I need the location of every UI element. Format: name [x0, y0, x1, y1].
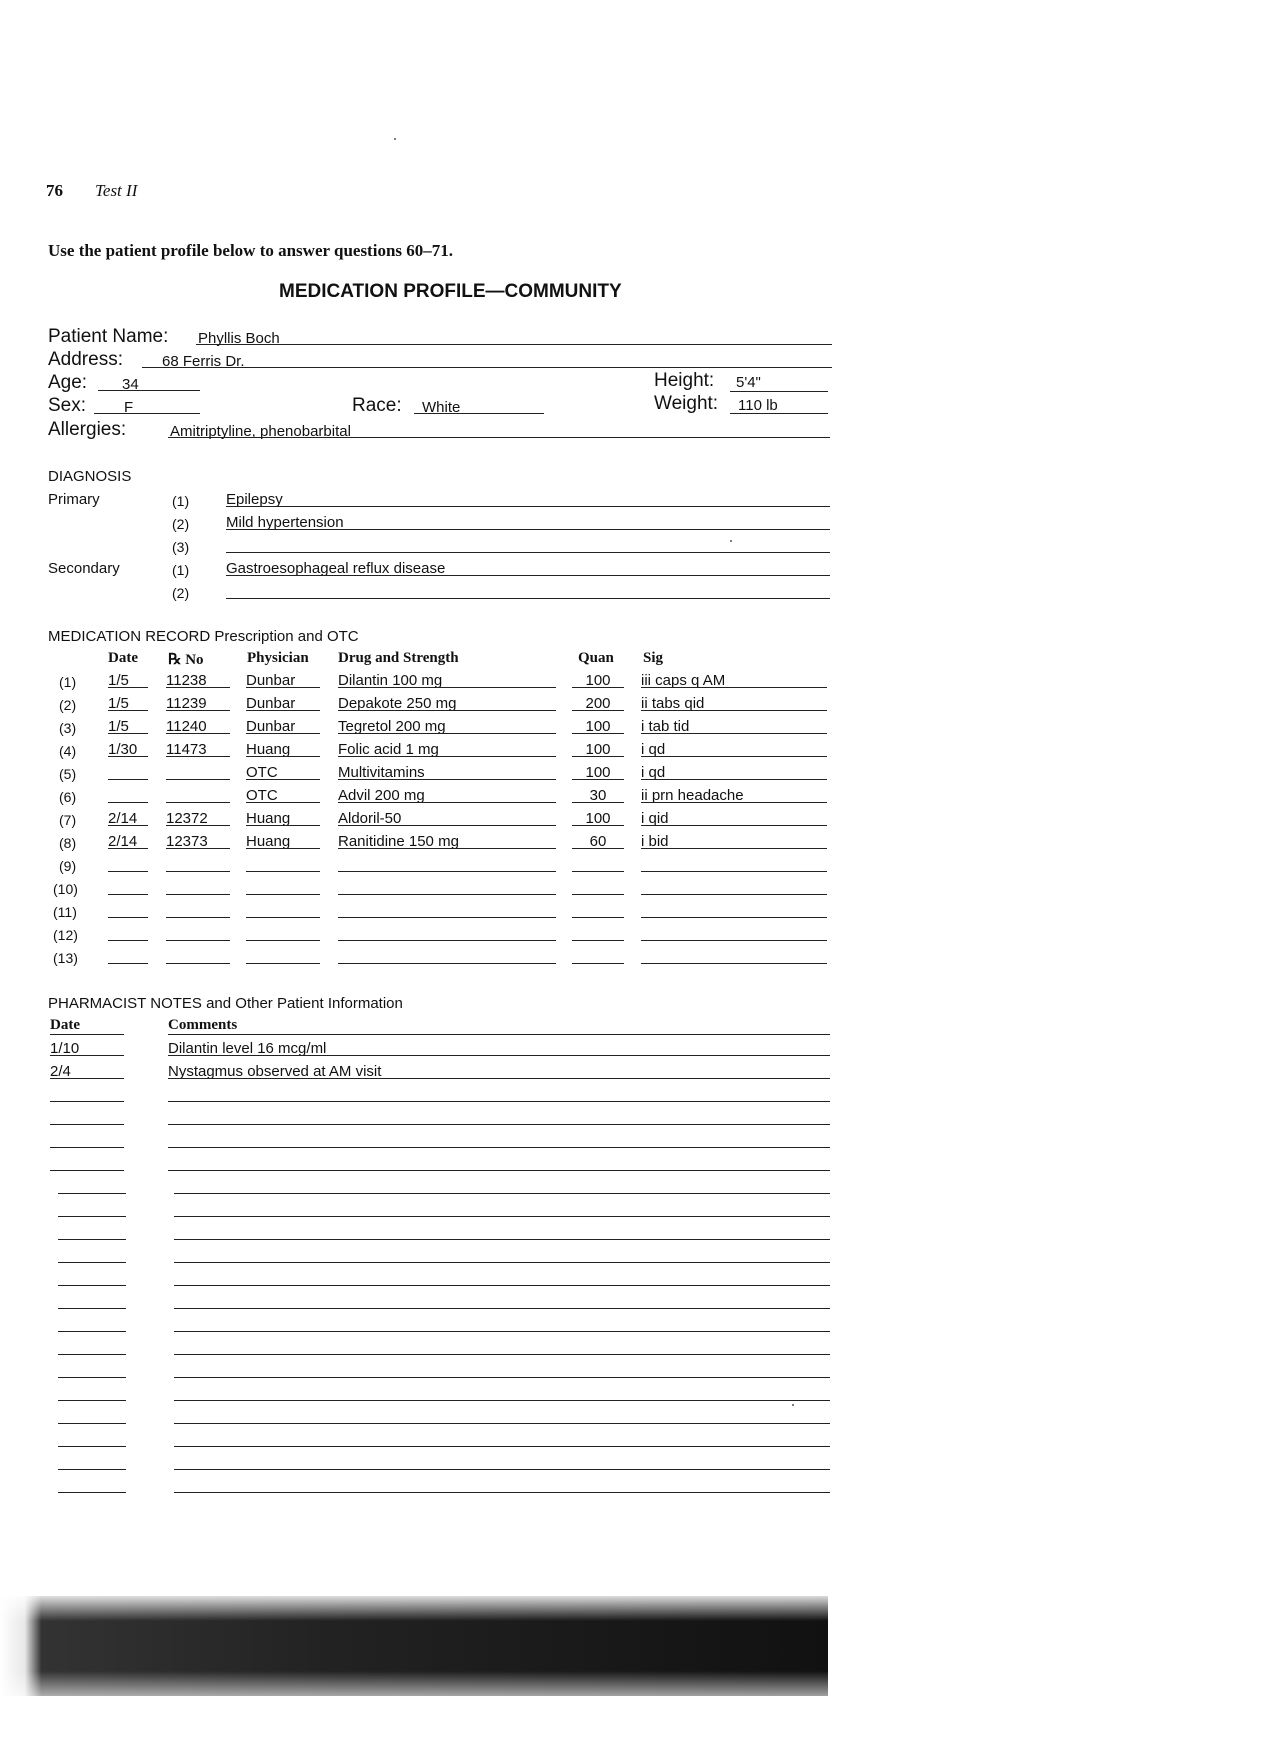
- row-number: (5): [59, 766, 77, 782]
- diagnosis-line: [226, 552, 830, 553]
- row-number: (9): [59, 858, 77, 874]
- row-line: [166, 848, 230, 849]
- row-line: [641, 825, 827, 826]
- diagnosis-number: (1): [172, 493, 190, 509]
- section-title: Test II: [95, 181, 138, 200]
- diagnosis-number: (1): [172, 562, 190, 578]
- note-date-line: [58, 1446, 126, 1447]
- address-line: [142, 367, 832, 368]
- row-line: [108, 779, 148, 780]
- row-line: [166, 940, 230, 941]
- secondary-label: Secondary: [48, 560, 120, 577]
- row-line: [641, 802, 827, 803]
- row-line: [246, 779, 320, 780]
- note-comment-line: [168, 1055, 830, 1056]
- note-date-line: [58, 1469, 126, 1470]
- scan-speck: [792, 1404, 794, 1406]
- cell-rx-no: 11238: [166, 672, 207, 689]
- form-title: MEDICATION PROFILE—COMMUNITY: [279, 281, 622, 302]
- height-line: [730, 391, 828, 392]
- row-line: [572, 917, 624, 918]
- cell-quan: 200: [585, 695, 611, 712]
- weight-value: 110 lb: [738, 397, 778, 414]
- race-value: White: [422, 399, 461, 416]
- row-line: [108, 802, 148, 803]
- cell-rx-no: 11239: [166, 695, 207, 712]
- row-line: [641, 756, 827, 757]
- note-date-line: [58, 1216, 126, 1217]
- instruction-text: Use the patient profile below to answer questions 60–71.: [48, 241, 454, 260]
- note-comment-line: [174, 1239, 830, 1240]
- note-comment-line: [174, 1193, 830, 1194]
- notes-date-header: Date: [50, 1017, 80, 1033]
- cell-sig: i tab tid: [641, 718, 690, 735]
- row-number: (12): [53, 927, 78, 943]
- row-line: [108, 917, 148, 918]
- note-date-line: [58, 1308, 126, 1309]
- row-line: [338, 710, 556, 711]
- note-date-line: [58, 1423, 126, 1424]
- page-number: 76: [46, 181, 63, 200]
- row-line: [246, 894, 320, 895]
- cell-rx-no: 11473: [166, 741, 207, 758]
- height-label: Height:: [654, 370, 715, 391]
- row-line: [108, 871, 148, 872]
- diagnosis-number: (2): [172, 585, 190, 601]
- height-value: 5'4": [736, 374, 761, 391]
- diagnosis-secondary-1: Gastroesophageal reflux disease: [226, 560, 446, 577]
- notes-date-header-line: [50, 1034, 124, 1035]
- cell-sig: i qd: [641, 741, 666, 758]
- row-line: [338, 963, 556, 964]
- row-line: [166, 917, 230, 918]
- row-line: [338, 802, 556, 803]
- note-comment: Dilantin level 16 mcg/ml: [168, 1040, 327, 1057]
- cell-quan: 100: [585, 718, 611, 735]
- row-line: [166, 687, 230, 688]
- cell-drug: Aldoril-50: [338, 810, 402, 827]
- sex-label: Sex:: [48, 395, 87, 416]
- cell-sig: i bid: [641, 833, 669, 850]
- note-comment-line: [174, 1285, 830, 1286]
- cell-drug: Ranitidine 150 mg: [338, 833, 459, 850]
- note-date-line: [50, 1147, 124, 1148]
- col-quan: Quan: [578, 650, 614, 666]
- row-line: [338, 756, 556, 757]
- note-date: 1/10: [50, 1040, 80, 1057]
- note-comment-line: [168, 1078, 830, 1079]
- scan-artifact: [0, 1596, 828, 1696]
- note-comment-line: [174, 1331, 830, 1332]
- col-date: Date: [108, 650, 138, 666]
- note-date-line: [50, 1055, 124, 1056]
- row-number: (7): [59, 812, 77, 828]
- note-comment-line: [174, 1446, 830, 1447]
- note-date-line: [58, 1239, 126, 1240]
- row-line: [246, 687, 320, 688]
- row-number: (2): [59, 697, 77, 713]
- row-line: [641, 894, 827, 895]
- note-comment-line: [168, 1147, 830, 1148]
- row-line: [338, 894, 556, 895]
- row-line: [572, 940, 624, 941]
- age-line: [98, 390, 200, 391]
- row-line: [108, 687, 148, 688]
- cell-date: 1/5: [108, 672, 129, 689]
- note-comment-line: [168, 1124, 830, 1125]
- row-line: [338, 825, 556, 826]
- note-date-line: [58, 1193, 126, 1194]
- cell-physician: Dunbar: [246, 695, 296, 712]
- row-line: [246, 871, 320, 872]
- row-line: [166, 733, 230, 734]
- row-line: [641, 733, 827, 734]
- row-line: [572, 779, 624, 780]
- diagnosis-line: [226, 598, 830, 599]
- row-line: [108, 848, 148, 849]
- row-line: [338, 940, 556, 941]
- pharmacist-notes-heading: PHARMACIST NOTES and Other Patient Information: [48, 995, 403, 1012]
- cell-date: 1/30: [108, 741, 138, 758]
- row-line: [338, 848, 556, 849]
- row-line: [246, 848, 320, 849]
- sex-line: [94, 413, 200, 414]
- note-comment-line: [174, 1469, 830, 1470]
- cell-sig: ii prn headache: [641, 787, 744, 804]
- cell-rx-no: 12373: [166, 833, 208, 850]
- cell-rx-no: 11240: [166, 718, 207, 735]
- note-date-line: [58, 1400, 126, 1401]
- row-line: [246, 756, 320, 757]
- cell-quan: 100: [585, 741, 611, 758]
- row-line: [108, 940, 148, 941]
- row-line: [641, 710, 827, 711]
- cell-drug: Tegretol 200 mg: [338, 718, 446, 735]
- row-number: (8): [59, 835, 77, 851]
- diagnosis-number: (2): [172, 516, 190, 532]
- row-line: [246, 710, 320, 711]
- row-number: (4): [59, 743, 77, 759]
- weight-label: Weight:: [654, 393, 719, 414]
- cell-quan: 30: [589, 787, 607, 804]
- row-line: [641, 917, 827, 918]
- row-line: [108, 756, 148, 757]
- cell-date: 2/14: [108, 810, 138, 827]
- row-line: [246, 940, 320, 941]
- row-line: [572, 871, 624, 872]
- row-line: [108, 825, 148, 826]
- note-comment-line: [174, 1262, 830, 1263]
- row-line: [572, 963, 624, 964]
- note-date: 2/4: [50, 1063, 71, 1080]
- row-line: [246, 802, 320, 803]
- diagnosis-line: [226, 575, 830, 576]
- row-line: [166, 710, 230, 711]
- row-line: [108, 710, 148, 711]
- row-line: [572, 848, 624, 849]
- note-comment-line: [174, 1492, 830, 1493]
- note-date-line: [58, 1262, 126, 1263]
- row-number: (11): [53, 904, 77, 920]
- note-comment-line: [174, 1400, 830, 1401]
- row-line: [641, 871, 827, 872]
- row-line: [572, 687, 624, 688]
- row-line: [338, 779, 556, 780]
- row-line: [572, 825, 624, 826]
- diagnosis-primary-1: Epilepsy: [226, 491, 283, 508]
- address-value: 68 Ferris Dr.: [162, 353, 245, 370]
- note-date-line: [58, 1354, 126, 1355]
- cell-quan: 100: [585, 672, 611, 689]
- row-line: [641, 940, 827, 941]
- note-comment-line: [174, 1354, 830, 1355]
- diagnosis-heading: DIAGNOSIS: [48, 468, 132, 485]
- cell-date: 1/5: [108, 695, 129, 712]
- note-date-line: [50, 1170, 124, 1171]
- age-label: Age:: [48, 372, 88, 393]
- cell-sig: i qd: [641, 764, 666, 781]
- row-line: [338, 871, 556, 872]
- allergies-value: Amitriptyline, phenobarbital: [170, 423, 351, 440]
- race-line: [414, 413, 544, 414]
- row-line: [166, 894, 230, 895]
- note-date-line: [58, 1492, 126, 1493]
- row-line: [572, 802, 624, 803]
- row-line: [338, 733, 556, 734]
- address-label: Address:: [48, 349, 123, 370]
- row-line: [166, 825, 230, 826]
- note-date-line: [50, 1101, 124, 1102]
- age-value: 34: [122, 376, 139, 393]
- row-line: [572, 710, 624, 711]
- cell-physician: Huang: [246, 741, 291, 758]
- row-line: [166, 756, 230, 757]
- row-line: [166, 779, 230, 780]
- cell-quan: 100: [585, 764, 611, 781]
- row-line: [572, 756, 624, 757]
- cell-physician: OTC: [246, 764, 278, 781]
- row-line: [572, 894, 624, 895]
- note-comment-line: [174, 1377, 830, 1378]
- row-line: [641, 687, 827, 688]
- note-date-line: [58, 1331, 126, 1332]
- row-line: [641, 963, 827, 964]
- row-number: (3): [59, 720, 77, 736]
- note-date-line: [50, 1078, 124, 1079]
- row-line: [641, 848, 827, 849]
- race-label: Race:: [352, 395, 402, 416]
- patient-name-value: Phyllis Boch: [198, 330, 280, 347]
- col-rx-no: ℞ No: [168, 652, 204, 668]
- cell-sig: i qid: [641, 810, 669, 827]
- primary-label: Primary: [48, 491, 100, 508]
- row-line: [108, 963, 148, 964]
- cell-physician: Huang: [246, 833, 291, 850]
- diagnosis-line: [226, 529, 830, 530]
- cell-physician: Dunbar: [246, 718, 296, 735]
- medication-record-heading: MEDICATION RECORD Prescription and OTC: [48, 628, 359, 645]
- cell-physician: Dunbar: [246, 672, 296, 689]
- note-comment-line: [168, 1170, 830, 1171]
- row-line: [108, 894, 148, 895]
- note-date-line: [58, 1285, 126, 1286]
- cell-physician: OTC: [246, 787, 278, 804]
- note-comment-line: [168, 1101, 830, 1102]
- diagnosis-line: [226, 506, 830, 507]
- sex-value: F: [124, 399, 134, 416]
- row-line: [166, 963, 230, 964]
- cell-sig: iii caps q AM: [641, 672, 726, 689]
- row-line: [641, 779, 827, 780]
- row-line: [166, 802, 230, 803]
- note-date-line: [50, 1124, 124, 1125]
- note-comment-line: [174, 1216, 830, 1217]
- row-number: (13): [53, 950, 78, 966]
- cell-drug: Folic acid 1 mg: [338, 741, 439, 758]
- cell-drug: Advil 200 mg: [338, 787, 425, 804]
- notes-comments-header-line: [168, 1034, 830, 1035]
- weight-line: [730, 413, 828, 414]
- cell-drug: Dilantin 100 mg: [338, 672, 443, 689]
- allergies-label: Allergies:: [48, 419, 127, 440]
- scan-speck: [730, 540, 732, 542]
- cell-date: 2/14: [108, 833, 138, 850]
- cell-drug: Multivitamins: [338, 764, 425, 781]
- allergies-line: [168, 437, 830, 438]
- cell-drug: Depakote 250 mg: [338, 695, 457, 712]
- note-comment-line: [174, 1308, 830, 1309]
- row-number: (1): [59, 674, 77, 690]
- row-line: [338, 687, 556, 688]
- row-number: (10): [53, 881, 78, 897]
- row-line: [246, 733, 320, 734]
- cell-quan: 60: [589, 833, 607, 850]
- scan-speck: [394, 138, 396, 140]
- cell-physician: Huang: [246, 810, 291, 827]
- row-line: [338, 917, 556, 918]
- patient-name-label: Patient Name:: [48, 326, 169, 347]
- row-line: [246, 825, 320, 826]
- diagnosis-number: (3): [172, 539, 190, 555]
- row-line: [246, 917, 320, 918]
- col-sig: Sig: [643, 650, 664, 666]
- col-drug-strength: Drug and Strength: [338, 650, 459, 666]
- row-line: [572, 733, 624, 734]
- row-line: [108, 733, 148, 734]
- cell-date: 1/5: [108, 718, 129, 735]
- row-line: [246, 963, 320, 964]
- note-comment: Nystagmus observed at AM visit: [168, 1063, 382, 1080]
- note-date-line: [58, 1377, 126, 1378]
- cell-rx-no: 12372: [166, 810, 208, 827]
- cell-sig: ii tabs qid: [641, 695, 705, 712]
- col-physician: Physician: [247, 650, 309, 666]
- note-comment-line: [174, 1423, 830, 1424]
- row-number: (6): [59, 789, 77, 805]
- cell-quan: 100: [585, 810, 611, 827]
- notes-comments-header: Comments: [168, 1017, 238, 1033]
- row-line: [166, 871, 230, 872]
- patient-name-line: [196, 344, 832, 345]
- diagnosis-primary-2: Mild hypertension: [226, 514, 344, 531]
